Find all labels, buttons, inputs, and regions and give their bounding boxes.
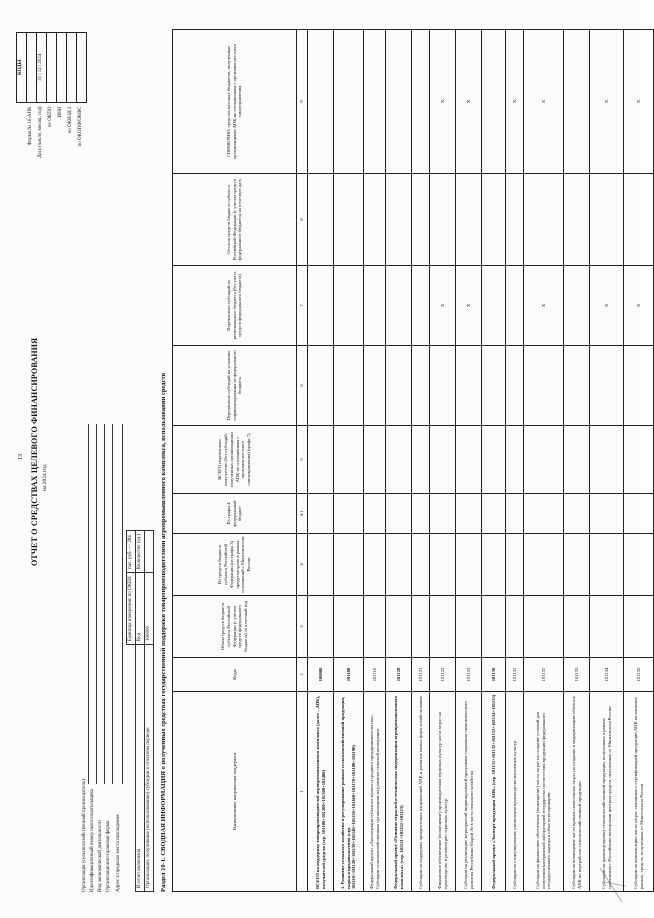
row-code: 101131 [506,658,524,692]
page-number: 13 [18,454,24,460]
unit-value: тыс. руб. — 384 [127,530,136,572]
column-header: Коды [173,658,297,692]
row-name: Субсидии на поддержку приоритетных направлений АПК и развитие малых форм хозяйствования [412,692,430,892]
section-title: Раздел 10-1. СВОДНАЯ ИНФОРМАЦИЯ о полученных средствах государственной поддержки товаропроизводителями агропромышленного комплекса, использовании средств [160,372,167,892]
value-cell [524,174,564,266]
main-table [172,29,654,892]
value-cell [308,30,334,174]
report-period: на 2024 год [42,464,48,491]
codes-label: по ОКОПФ/ОКФС [78,106,84,147]
value-cell: X [590,266,624,346]
org-field-line [104,424,105,784]
row-name: Федеральный проект «Развитие отраслей и техническая модернизация агропромышленного комплекса» (стр. 101121+101122+101123) [386,692,412,892]
column-header: Объем средств бюджета субъекта Российской Федерации (с учетом средств федерального бюджета) за отчетный год [173,596,297,658]
value-cell: X [624,30,654,174]
row-name: ВСЕГО на поддержку товаропроизводителей агропромышленного комплекса (далее – АПК), получателей средств (стр. 101100+101200+101300+101400) [308,692,334,892]
value-cell: X [456,30,482,174]
row-name: Субсидии на возмещение части прямых понесенных затрат на создание и модернизацию объектов АПК по переработке сельскохозяйственной продукции [564,692,590,892]
value-cell [524,346,564,426]
value-cell [430,494,456,534]
codes-table [16,32,87,228]
column-number: 7 [297,266,308,346]
table-row [524,30,564,892]
value-cell [506,266,524,346]
value-cell [564,426,590,494]
row-code: 101132 [524,658,564,692]
unit-label: Единица измерения: по ОКЕИ [127,573,136,645]
value-cell: X [590,30,624,174]
codes-label: по ОКВЭД 2 [68,106,74,134]
table-row [308,30,334,892]
value-cell [456,426,482,494]
codes-label: по ОКПО [48,106,54,128]
value-cell [624,494,654,534]
value-cell [482,534,506,596]
row-name: 1. Развитие сельского хозяйства и регулирование рынков сельскохозяйственной продукции, сырья и продовольствия (стр. 101110+101120+101130+101140+101150+101160+101170+101180+101190) [334,692,364,892]
codes-value [67,33,77,103]
value-cell [590,596,624,658]
column-header: Наименование направления поддержки [173,692,297,892]
value-cell [430,596,456,658]
value-cell [624,174,654,266]
table-row [364,30,386,892]
value-cell [564,596,590,658]
value-cell [482,266,506,346]
table-row [334,30,364,892]
codes-value [57,33,67,103]
org-field: Вид экономической деятельности [98,820,103,892]
value-cell [590,534,624,596]
row-name: Финансовое обеспечение (возмещение) производителям зерновых культур части затрат на производство и реализацию зерновых культур [430,692,456,892]
codes-value: 31 | 12 | 2024 [37,33,47,103]
codes-label: ИНН [58,106,64,118]
table-row [386,30,412,892]
value-cell [386,174,412,266]
row-code: 100000 [308,658,334,692]
table-row [412,30,430,892]
codes-value [47,33,57,103]
value-cell [412,534,430,596]
row-code: 101122 [430,658,456,692]
table-row [564,30,590,892]
row-code: 101135 [624,658,654,692]
value-cell [412,596,430,658]
row-code: 101134 [590,658,624,692]
value-cell [308,174,334,266]
value-cell [564,346,590,426]
value-cell [456,346,482,426]
value-cell [430,426,456,494]
value-cell [386,494,412,534]
value-cell [430,174,456,266]
value-cell [456,174,482,266]
value-cell [386,426,412,494]
value-cell [364,346,386,426]
column-header: Перечислено субсидий на условиях софинансирования из федерального бюджета [173,346,297,426]
row-name: Субсидии на реализацию мероприятий индивидуальной программы социально-экономического развития Республики Марий Эл в части сельского хозяйства [456,692,482,892]
org-field: Идентификационный номер налогоплательщика [90,788,95,892]
value-cell [482,346,506,426]
table-row [624,30,654,892]
value-cell [412,494,430,534]
row-name: Федеральный проект «Акселерация субъектов малого и среднего предпринимательства»; Субсидии сельскохозяйственным организациям на развитие сельской кооперации [364,692,386,892]
value-cell [482,30,506,174]
codes-header: КОДЫ [17,33,27,103]
column-number: 4.1 [297,494,308,534]
table-row [430,30,456,892]
value-cell [364,174,386,266]
org-field-line [122,424,123,784]
row-name: Субсидии на транспортировку сельскохозяйственной продукции, полученных в рамках соглашения с Российским экспортным центром средств, полученных от Минсельхоза России [590,692,624,892]
value-cell [334,494,364,534]
value-cell [482,596,506,658]
value-cell [564,534,590,596]
value-cell [412,426,430,494]
column-number: 5 [297,426,308,494]
value-cell: X [430,30,456,174]
value-cell [308,346,334,426]
value-cell [364,30,386,174]
row-code: 101130 [482,658,506,692]
column-header: Из графы 4 федеральный бюджет [173,494,297,534]
value-cell [590,494,624,534]
value-cell [524,494,564,534]
column-number: 1 [297,692,308,892]
value-cell [412,174,430,266]
value-cell [308,426,334,494]
value-cell [506,596,524,658]
value-cell [524,426,564,494]
value-cell [506,346,524,426]
value-cell [334,596,364,658]
row-code: 101123 [456,658,482,692]
column-number: 3 [297,596,308,658]
value-cell [430,346,456,426]
row-name: Субсидии на стимулирование увеличения производства масличных культур [506,692,524,892]
value-cell [624,534,654,596]
unit-table [126,530,154,892]
value-cell [564,266,590,346]
value-cell: X [524,30,564,174]
value-cell [506,426,524,494]
unit-qty-label: Количество (ед.) [136,530,145,572]
row-name: Субсидии на компенсацию части затрат, связанных с сертификацией продукции АПК на внешних рынках, средств, полученных от Минсельхоза России [624,692,654,892]
value-cell [430,534,456,596]
org-field: Адрес в пределах места нахождения [116,814,121,892]
value-cell [624,426,654,494]
row-code: 101100 [334,658,364,692]
table-row [506,30,524,892]
org-field-line [88,424,89,784]
value-cell [624,596,654,658]
row-code: 101110 [364,658,386,692]
value-cell [308,266,334,346]
value-cell [590,346,624,426]
value-cell [334,30,364,174]
value-cell [564,174,590,266]
codes-label: Дата (число, месяц, год) [38,106,44,159]
row-code: 101133 [564,658,590,692]
table-row [590,30,624,892]
value-cell [334,346,364,426]
unit-row-label: В отчет включены [136,645,145,892]
value-cell [564,494,590,534]
value-cell: X [430,266,456,346]
value-cell [412,30,430,174]
value-cell [364,534,386,596]
value-cell [412,346,430,426]
value-cell [308,596,334,658]
row-code: 101121 [412,658,430,692]
report-title: ОТЧЕТ О СРЕДСТВАХ ЦЕЛЕВОГО ФИНАНСИРОВАНИЯ [30,337,39,566]
value-cell [308,534,334,596]
value-cell [590,426,624,494]
value-cell [364,426,386,494]
column-number: 9 [297,30,308,174]
value-cell [412,266,430,346]
value-cell [386,346,412,426]
column-number: 2 [297,658,308,692]
row-name: Федеральный проект «Экспорт продукции АПК» (стр. 101131+101132+101133+101134+101135) [482,692,506,892]
value-cell [564,30,590,174]
unit-kod-label: Код [136,573,145,645]
value-cell: X [624,266,654,346]
unit-row-label: Организации, получившие (использовавшие) субсидии в отчетном периоде [145,645,154,892]
value-cell [334,534,364,596]
value-cell [506,174,524,266]
table-row [456,30,482,892]
column-number: 8 [297,174,308,266]
value-cell [308,494,334,534]
column-header: Остаток средств бюджета субъекта Российской Федерации (с учетом средств федерального бюджета) на отчетную дату [173,174,297,266]
codes-value [27,33,37,103]
value-cell [482,174,506,266]
column-header: ВСЕГО перечислено получателю (без субсидий, полученных организациями АПК по соглашениям с органами местного самоуправления) (графа 7) [173,426,297,494]
org-field-line [96,424,97,784]
value-cell [482,426,506,494]
column-header: СПРАВОЧНО: средства местных бюджетов, полученные организациями АПК по соглашениям с органами местного самоуправления [173,30,297,174]
value-cell [590,174,624,266]
value-cell [624,346,654,426]
org-field: Организация (сельскохозяйственный производитель) [82,779,87,892]
org-field: Организационно-правовая форма [106,820,111,892]
value-cell [364,266,386,346]
rotated-document [16,26,644,896]
value-cell [386,596,412,658]
column-header: Перечислено субсидий из регионального бюджета (без учета средств федерального бюджета) [173,266,297,346]
org-field-line [112,424,113,784]
value-cell [334,266,364,346]
column-number: 4 [297,534,308,596]
value-cell [334,174,364,266]
value-cell [506,534,524,596]
value-cell [334,426,364,494]
column-header: Из средств бюджета субъекта Российской Федерации (из графы 3) предусмотрено в рамках соглашений с Минсельхозом России [173,534,297,596]
value-cell [386,534,412,596]
value-cell: X [456,266,482,346]
value-cell [456,534,482,596]
value-cell [386,266,412,346]
codes-label: Форма № 10-АПК [28,106,34,146]
value-cell: X [524,266,564,346]
row-code: 101120 [386,658,412,692]
value-cell [506,494,524,534]
value-cell [364,494,386,534]
table-row [482,30,506,892]
unit-row-code: 100000 [145,573,154,645]
value-cell [386,30,412,174]
value-cell [524,534,564,596]
row-name: Субсидии на финансовое обеспечение (возмещение) части затрат на создание условий для получения материнской лабораторией государства соответствия продукции федерального государственного надзора в области ветеринарии [524,692,564,892]
value-cell [456,494,482,534]
codes-value [77,33,87,103]
column-number: 6 [297,346,308,426]
value-cell [482,494,506,534]
value-cell [364,596,386,658]
value-cell: X [506,30,524,174]
value-cell [524,596,564,658]
value-cell [456,596,482,658]
